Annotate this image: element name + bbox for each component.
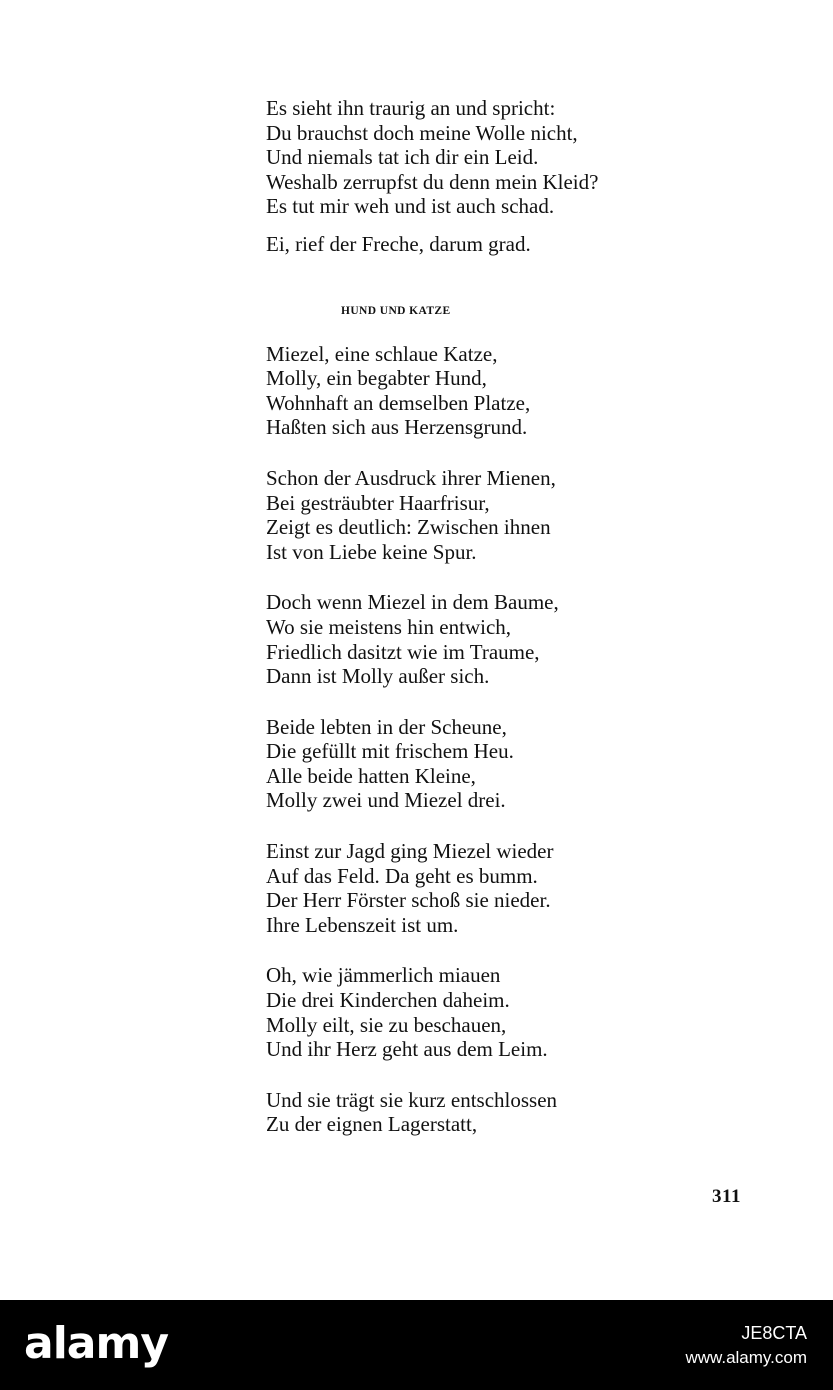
text-line: Der Herr Förster schoß sie nieder. [266,888,551,913]
text-line: Molly, ein begabter Hund, [266,366,487,391]
text-line: Friedlich dasitzt wie im Traume, [266,639,540,664]
watermark-url: www.alamy.com [685,1348,807,1367]
text-line: Die drei Kinderchen daheim. [266,988,510,1013]
poem-stanza [266,963,786,1061]
text-line: Es tut mir weh und ist auch schad. [266,194,555,219]
text-line: Die gefüllt mit frischem Heu. [266,739,514,764]
text-line: Und sie trägt sie kurz entschlossen [266,1087,558,1112]
text-line: Wo sie meistens hin entwich, [266,614,512,639]
poem-stanza [266,839,786,937]
alamy-logo: alamy [24,1318,168,1369]
text-line: Miezel, eine schlaue Katze, [266,341,498,366]
text-line: Dann ist Molly außer sich. [266,664,490,689]
text-line: Zeigt es deutlich: Zwischen ihnen [266,515,551,540]
text-line: Und ihr Herz geht aus dem Leim. [266,1037,548,1062]
text-line: Molly zwei und Miezel drei. [266,788,506,813]
text-line: Schon der Ausdruck ihrer Mienen, [266,465,556,490]
text-line: Es sieht ihn traurig an und spricht: [266,96,556,120]
image-code: JE8CTA [741,1323,807,1343]
text-line: Zu der eignen Lagerstatt, [266,1112,478,1137]
poem-stanza [266,466,786,564]
poem-title: HUND UND KATZE [341,304,451,317]
text-line: Bei gesträubter Haarfrisur, [266,490,490,515]
page-number: 311 [712,1186,741,1207]
poem-stanza [266,715,786,813]
text-line: Wohnhaft an demselben Platze, [266,390,531,415]
text-block [266,96,786,1137]
poem-stanza [266,590,786,688]
text-line: Doch wenn Miezel in dem Baume, [266,590,559,615]
closing-line: Ei, rief der Freche, darum grad. [266,231,531,256]
text-line: Oh, wie jämmerlich miauen [266,963,501,988]
text-line: Haßten sich aus Herzensgrund. [266,415,528,440]
text-line: Alle beide hatten Kleine, [266,763,476,788]
text-line: Beide lebten in der Scheune, [266,714,507,739]
text-line: Ihre Lebenszeit ist um. [266,912,459,937]
watermark-banner [0,1300,833,1390]
text-line: Auf das Feld. Da geht es bumm. [266,863,538,888]
poem-stanza [266,1088,786,1137]
text-line: Molly eilt, sie zu beschauen, [266,1012,507,1037]
intro-stanza [266,96,786,219]
poem-stanza [266,342,786,440]
text-line: Weshalb zerrupfst du denn mein Kleid? [266,169,599,194]
text-line: Einst zur Jagd ging Miezel wieder [266,839,554,864]
text-line: Und niemals tat ich dir ein Leid. [266,145,539,170]
text-line: Du brauchst doch meine Wolle nicht, [266,120,578,145]
text-line: Ist von Liebe keine Spur. [266,539,477,564]
